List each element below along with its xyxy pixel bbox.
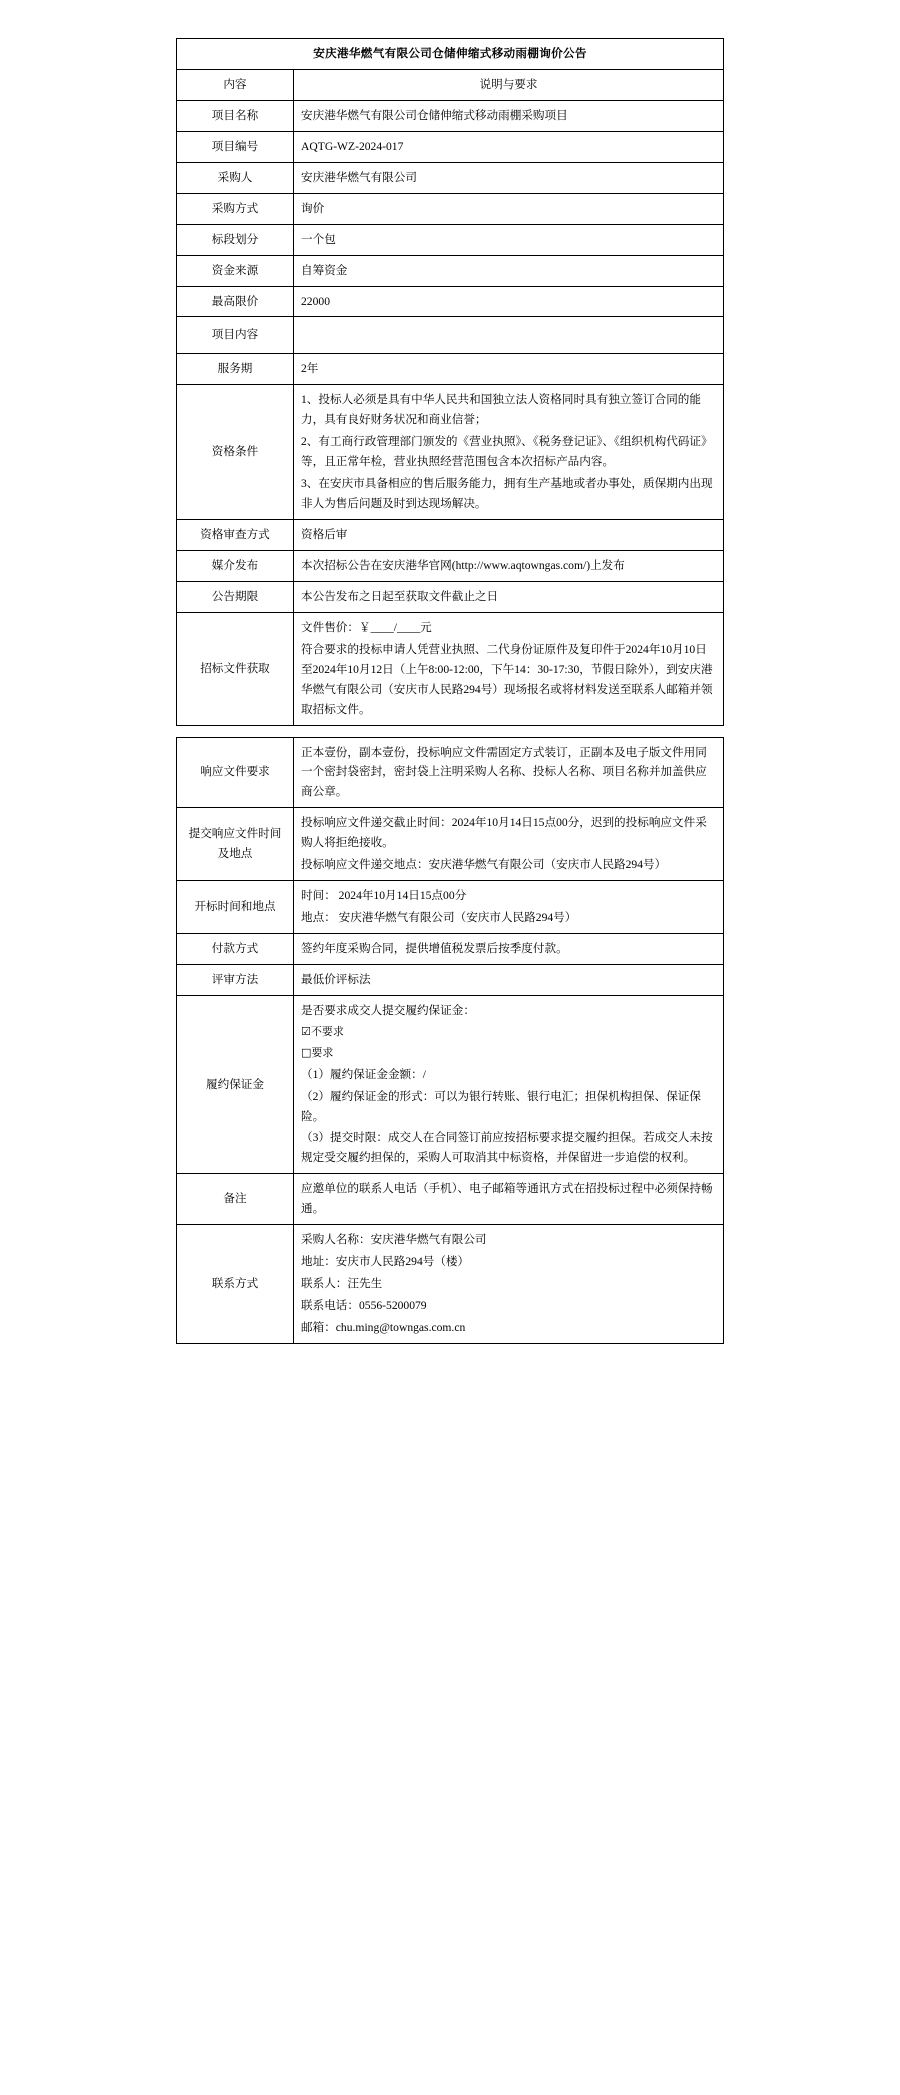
row-label: 资金来源 (177, 255, 294, 286)
row-value: 签约年度采购合同，提供增值税发票后按季度付款。 (294, 934, 724, 965)
row-label: 采购方式 (177, 193, 294, 224)
contact-person: 联系人：汪先生 (301, 1277, 383, 1291)
table-row-file-acquisition (177, 612, 724, 725)
row-value: 询价 (294, 193, 724, 224)
table-row (177, 193, 724, 224)
table-row (177, 317, 724, 354)
opening-time: 时间： 2024年10月14日15点00分 (301, 889, 467, 903)
row-label: 资格条件 (177, 385, 294, 520)
table-row (177, 581, 724, 612)
row-value (294, 881, 724, 934)
table-row (177, 162, 724, 193)
table-row (177, 934, 724, 965)
table-row (177, 964, 724, 995)
table-row (177, 224, 724, 255)
row-value (294, 808, 724, 881)
row-value (294, 317, 724, 354)
row-value: 最低价评标法 (294, 964, 724, 995)
row-label: 评审方法 (177, 964, 294, 995)
row-label: 最高限价 (177, 286, 294, 317)
header-col-content: 内容 (177, 69, 294, 100)
file-price-line: 文件售价：￥____/____元 (301, 620, 432, 634)
qualification-item-2: 2、有工商行政管理部门颁发的《营业执照》、《税务登记证》、《组织机构代码证》等，且正常年检，营业执照经营范围包含本次招标产品内容。 (301, 435, 713, 469)
announcement-document (176, 38, 724, 1344)
row-value: AQTG-WZ-2024-017 (294, 131, 724, 162)
announcement-table-part2 (176, 737, 724, 1344)
announcement-table-part1 (176, 38, 724, 726)
submission-location: 投标响应文件递交地点：安庆港华燃气有限公司（安庆市人民路294号） (301, 858, 667, 872)
row-label: 备注 (177, 1174, 294, 1225)
row-value: 本次招标公告在安庆港华官网(http://www.aqtowngas.com/)上发布 (294, 550, 724, 581)
row-label: 付款方式 (177, 934, 294, 965)
table-row (177, 100, 724, 131)
checkbox-not-required: ☑不要求 (301, 1024, 344, 1038)
table-row (177, 255, 724, 286)
submission-deadline: 投标响应文件递交截止时间：2024年10月14日15点00分，迟到的投标响应文件采购人将拒绝接收。 (301, 816, 707, 850)
row-label: 项目内容 (177, 317, 294, 354)
row-value: 本公告发布之日起至获取文件截止之日 (294, 581, 724, 612)
table-row (177, 354, 724, 385)
row-label: 服务期 (177, 354, 294, 385)
document-title: 安庆港华燃气有限公司仓储伸缩式移动雨棚询价公告 (177, 39, 724, 70)
qualification-item-1: 1、投标人必须是具有中华人民共和国独立法人资格同时具有独立签订合同的能力，具有良好财务状况和商业信誉； (301, 393, 701, 427)
table-row (177, 520, 724, 551)
table-row-qualifications (177, 385, 724, 520)
row-value: 安庆港华燃气有限公司 (294, 162, 724, 193)
qualification-item-3: 3、在安庆市具备相应的售后服务能力，拥有生产基地或者办事处，质保期内出现非人为售后问题及时到达现场解决。 (301, 477, 713, 511)
row-value: 22000 (294, 286, 724, 317)
row-label: 采购人 (177, 162, 294, 193)
title-row (177, 39, 724, 70)
contact-address: 地址：安庆市人民路294号（楼） (301, 1255, 470, 1269)
table-gap (176, 726, 724, 737)
contact-email: 邮箱：chu.ming@towngas.com.cn (301, 1320, 466, 1334)
row-label: 招标文件获取 (177, 612, 294, 725)
performance-bond-amount: （1）履约保证金金额：/ (301, 1067, 426, 1081)
checkbox-required: □要求 (301, 1045, 334, 1059)
row-label: 项目名称 (177, 100, 294, 131)
table-row-contact (177, 1225, 724, 1344)
header-row (177, 69, 724, 100)
table-row-response-file (177, 737, 724, 808)
row-label: 响应文件要求 (177, 737, 294, 808)
table-row (177, 286, 724, 317)
row-value: 安庆港华燃气有限公司仓储伸缩式移动雨棚采购项目 (294, 100, 724, 131)
opening-location: 地点： 安庆港华燃气有限公司（安庆市人民路294号） (301, 911, 577, 925)
row-label: 联系方式 (177, 1225, 294, 1344)
contact-purchaser-name: 采购人名称：安庆港华燃气有限公司 (301, 1233, 487, 1247)
row-label: 媒介发布 (177, 550, 294, 581)
row-value: 应邀单位的联系人电话（手机）、电子邮箱等通讯方式在招投标过程中必须保持畅通。 (294, 1174, 724, 1225)
table-row (177, 131, 724, 162)
row-value (294, 1225, 724, 1344)
row-label: 标段划分 (177, 224, 294, 255)
row-label: 项目编号 (177, 131, 294, 162)
performance-bond-question: 是否要求成交人提交履约保证金： (301, 1003, 475, 1017)
table-row (177, 550, 724, 581)
row-label: 资格审查方式 (177, 520, 294, 551)
table-row-opening (177, 881, 724, 934)
row-value (294, 385, 724, 520)
row-label: 开标时间和地点 (177, 881, 294, 934)
row-value (294, 995, 724, 1173)
row-value: 2年 (294, 354, 724, 385)
row-value: 自筹资金 (294, 255, 724, 286)
row-value: 正本壹份，副本壹份，投标响应文件需固定方式装订，正副本及电子版文件用同一个密封袋密封，密封袋上注明采购人名称、投标人名称、项目名称并加盖供应商公章。 (294, 737, 724, 808)
row-value: 资格后审 (294, 520, 724, 551)
table-row-submission (177, 808, 724, 881)
row-label: 公告期限 (177, 581, 294, 612)
performance-bond-deadline: （3）提交时限：成交人在合同签订前应按招标要求提交履约担保。若成交人未按规定受交履约担保的，采购人可取消其中标资格，并保留进一步追偿的权利。 (301, 1131, 713, 1165)
table-row-performance-bond (177, 995, 724, 1173)
row-label: 履约保证金 (177, 995, 294, 1173)
row-value (294, 612, 724, 725)
performance-bond-form: （2）履约保证金的形式：可以为银行转账、银行电汇；担保机构担保、保证保险。 (301, 1089, 701, 1123)
row-value: 一个包 (294, 224, 724, 255)
header-col-description: 说明与要求 (294, 69, 724, 100)
table-row-remarks (177, 1174, 724, 1225)
contact-phone: 联系电话：0556-5200079 (301, 1299, 427, 1312)
row-label: 提交响应文件时间及地点 (177, 808, 294, 881)
file-acquisition-detail: 符合要求的投标申请人凭营业执照、二代身份证原件及复印件于2024年10月10日至2024年10月12日（上午8:00-12:00，下午14：30-17:30，节假日除外），到安庆港华燃气有限公司（安庆市人民路294号）现场报名或将材料发送至联系人邮箱并领取招标文件。 (301, 642, 713, 716)
